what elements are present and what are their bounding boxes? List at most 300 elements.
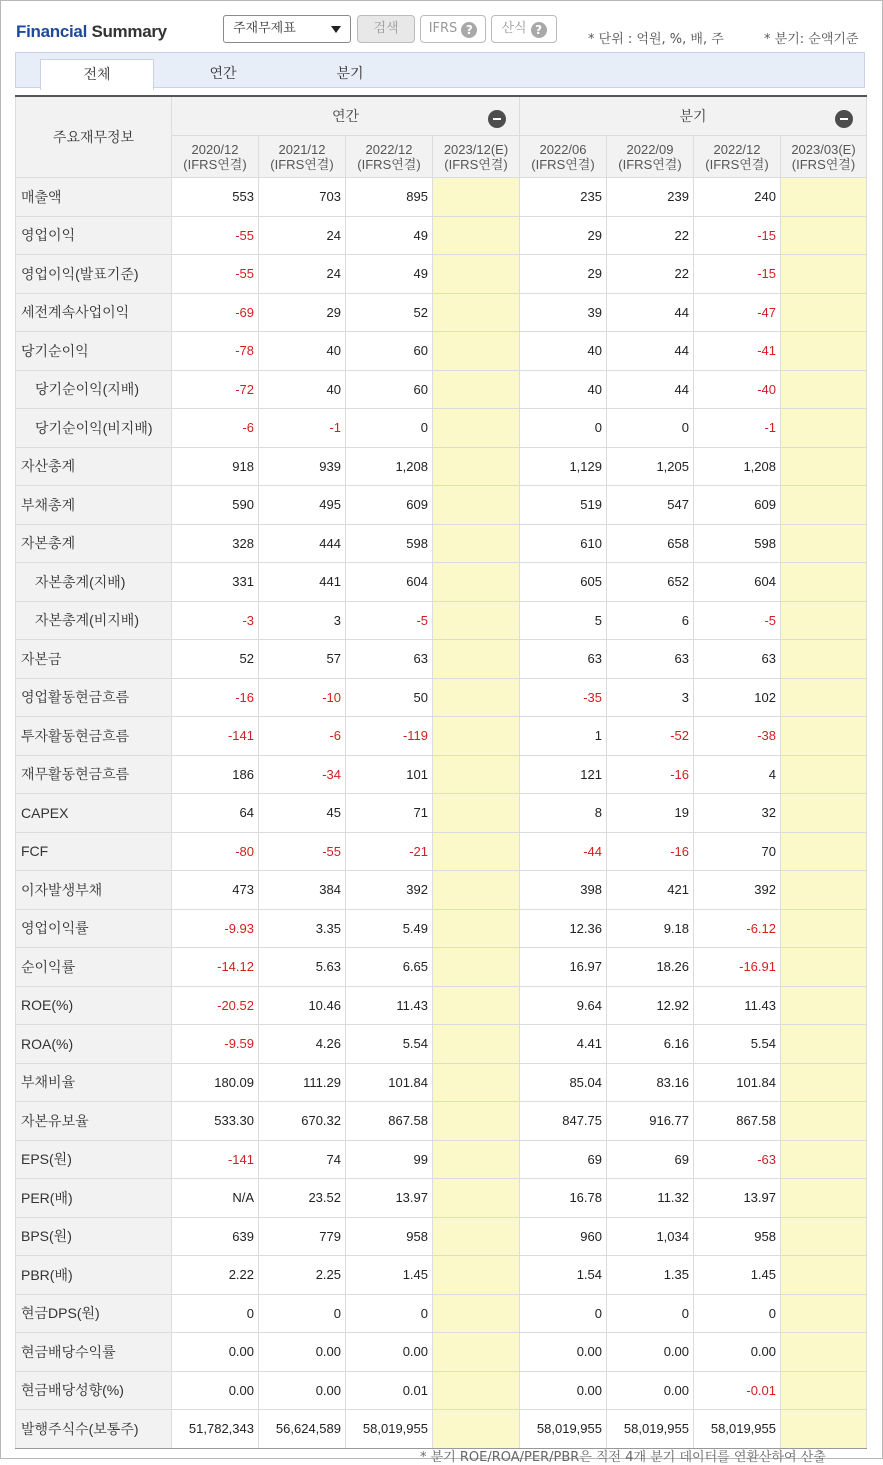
column-header [259, 136, 346, 178]
column-basis: (IFRS연결) [531, 156, 595, 172]
table-cell: 56,624,589 [259, 1410, 346, 1449]
table-cell: 1,208 [346, 447, 433, 486]
table-cell: 16.78 [520, 1179, 607, 1218]
table-row [16, 1217, 867, 1256]
table-cell [781, 948, 867, 987]
table-cell [433, 1410, 520, 1449]
table-cell: 590 [172, 486, 259, 525]
report-type-value: 주재무제표 [233, 21, 296, 36]
table-cell [781, 255, 867, 294]
table-cell: 45 [259, 794, 346, 833]
table-row [16, 332, 867, 371]
table-row [16, 794, 867, 833]
table-cell: 240 [694, 178, 781, 217]
financial-table [15, 95, 867, 1449]
column-header [781, 136, 867, 178]
table-cell: 101.84 [694, 1063, 781, 1102]
table-cell [433, 1256, 520, 1295]
table-cell [433, 178, 520, 217]
table-cell [433, 563, 520, 602]
table-cell: -38 [694, 717, 781, 756]
table-cell: -10 [259, 678, 346, 717]
table-cell: 24 [259, 216, 346, 255]
table-cell: 5 [520, 601, 607, 640]
table-cell: -21 [346, 832, 433, 871]
table-cell: 441 [259, 563, 346, 602]
table-cell: 51,782,343 [172, 1410, 259, 1449]
table-cell [781, 640, 867, 679]
table-cell: 71 [346, 794, 433, 833]
column-basis: (IFRS연결) [791, 156, 856, 172]
table-cell [781, 293, 867, 332]
row-label: 현금배당성향(%) [16, 1371, 172, 1410]
table-cell: 24 [259, 255, 346, 294]
collapse-quarter-icon[interactable] [835, 110, 853, 128]
column-basis: (IFRS연결) [444, 156, 508, 172]
table-cell: 63 [346, 640, 433, 679]
table-cell: 58,019,955 [520, 1410, 607, 1449]
table-cell: 0 [520, 409, 607, 448]
table-cell [433, 524, 520, 563]
table-cell: 1.54 [520, 1256, 607, 1295]
table-row [16, 1256, 867, 1295]
row-header-label: 주요재무정보 [16, 96, 172, 178]
column-header [172, 136, 259, 178]
quarter-basis-note: * 분기: 순액기준 [764, 32, 859, 47]
table-cell: 495 [259, 486, 346, 525]
table-cell [433, 755, 520, 794]
table-cell: 44 [607, 332, 694, 371]
table-cell: 0 [172, 1294, 259, 1333]
table-cell [433, 1140, 520, 1179]
table-cell: -0.01 [694, 1371, 781, 1410]
table-cell: 63 [520, 640, 607, 679]
table-cell: -5 [346, 601, 433, 640]
table-cell: 0 [346, 1294, 433, 1333]
row-label: 세전계속사업이익 [16, 293, 172, 332]
report-type-select[interactable] [223, 15, 351, 43]
table-cell: -55 [172, 255, 259, 294]
table-cell: 235 [520, 178, 607, 217]
table-row [16, 409, 867, 448]
table-cell: 29 [259, 293, 346, 332]
table-cell [781, 178, 867, 217]
table-row [16, 640, 867, 679]
table-cell: 939 [259, 447, 346, 486]
table-row [16, 178, 867, 217]
table-cell [781, 794, 867, 833]
table-row [16, 524, 867, 563]
table-cell [433, 1333, 520, 1372]
table-cell: -80 [172, 832, 259, 871]
column-period: 2023/12(E) [443, 141, 509, 157]
table-cell [781, 216, 867, 255]
table-cell [781, 1371, 867, 1410]
row-label: PER(배) [16, 1179, 172, 1218]
table-cell: 32 [694, 794, 781, 833]
table-cell [433, 486, 520, 525]
row-label: 당기순이익(비지배) [16, 409, 172, 448]
table-cell: 3 [259, 601, 346, 640]
table-cell [433, 1371, 520, 1410]
table-cell: -9.59 [172, 1025, 259, 1064]
table-cell: -6 [172, 409, 259, 448]
table-cell: 40 [520, 332, 607, 371]
table-row [16, 1025, 867, 1064]
table-cell: 40 [259, 370, 346, 409]
table-cell: -9.93 [172, 909, 259, 948]
table-cell: 69 [520, 1140, 607, 1179]
table-cell: -3 [172, 601, 259, 640]
table-cell: -72 [172, 370, 259, 409]
table-cell: 29 [520, 255, 607, 294]
table-cell: -15 [694, 216, 781, 255]
table-cell [433, 216, 520, 255]
annual-group-header: 연간 [172, 96, 520, 136]
table-cell [781, 447, 867, 486]
table-cell [433, 678, 520, 717]
table-cell: -16 [607, 755, 694, 794]
table-cell: -52 [607, 717, 694, 756]
column-basis: (IFRS연결) [270, 156, 334, 172]
table-cell: 598 [694, 524, 781, 563]
row-label: 순이익률 [16, 948, 172, 987]
table-cell: 547 [607, 486, 694, 525]
column-period: 2020/12 [191, 141, 239, 157]
table-row [16, 871, 867, 910]
table-cell: -55 [259, 832, 346, 871]
table-cell: 22 [607, 216, 694, 255]
table-cell: 63 [607, 640, 694, 679]
table-cell: -15 [694, 255, 781, 294]
table-cell: 180.09 [172, 1063, 259, 1102]
row-label: CAPEX [16, 794, 172, 833]
table-cell: 0.00 [346, 1333, 433, 1372]
table-cell [433, 601, 520, 640]
table-cell [433, 1217, 520, 1256]
table-cell: -14.12 [172, 948, 259, 987]
table-cell [433, 255, 520, 294]
column-header [607, 136, 694, 178]
column-header [346, 136, 433, 178]
table-cell: 533.30 [172, 1102, 259, 1141]
column-period: 2022/06 [539, 141, 587, 157]
footnote: * 분기 ROE/ROA/PER/PBR은 직전 4개 분기 데이터를 연환산하여 산출 [420, 1450, 826, 1465]
table-cell: 13.97 [346, 1179, 433, 1218]
table-row [16, 1102, 867, 1141]
table-cell: 1 [520, 717, 607, 756]
table-cell [433, 332, 520, 371]
table-cell: -20.52 [172, 986, 259, 1025]
table-cell: 70 [694, 832, 781, 871]
table-cell: 1,129 [520, 447, 607, 486]
table-row [16, 948, 867, 987]
table-cell [781, 755, 867, 794]
chevron-down-icon [331, 26, 341, 33]
table-row [16, 832, 867, 871]
table-cell: -63 [694, 1140, 781, 1179]
table-cell: 3.35 [259, 909, 346, 948]
table-cell: 328 [172, 524, 259, 563]
table-cell [433, 909, 520, 948]
table-cell [781, 1063, 867, 1102]
table-cell: 1.35 [607, 1256, 694, 1295]
table-cell: 847.75 [520, 1102, 607, 1141]
column-period: 2022/09 [626, 141, 674, 157]
table-cell: 5.54 [346, 1025, 433, 1064]
table-row [16, 216, 867, 255]
table-cell: 186 [172, 755, 259, 794]
row-label: ROA(%) [16, 1025, 172, 1064]
table-cell [781, 409, 867, 448]
table-cell: 703 [259, 178, 346, 217]
table-cell: 101 [346, 755, 433, 794]
table-cell: -34 [259, 755, 346, 794]
table-cell: 9.18 [607, 909, 694, 948]
table-row [16, 1140, 867, 1179]
table-cell: 111.29 [259, 1063, 346, 1102]
table-cell: 74 [259, 1140, 346, 1179]
column-basis: (IFRS연결) [705, 156, 769, 172]
row-label: 부채비율 [16, 1063, 172, 1102]
search-button[interactable]: 검색 [357, 15, 415, 43]
table-row [16, 1333, 867, 1372]
table-cell: -69 [172, 293, 259, 332]
table-cell [781, 1256, 867, 1295]
table-cell: 867.58 [694, 1102, 781, 1141]
column-header [520, 136, 607, 178]
table-cell: 19 [607, 794, 694, 833]
table-cell: 5.54 [694, 1025, 781, 1064]
table-cell: -1 [694, 409, 781, 448]
table-cell: 0.00 [259, 1333, 346, 1372]
table-cell: 58,019,955 [694, 1410, 781, 1449]
table-cell: -44 [520, 832, 607, 871]
table-cell: -41 [694, 332, 781, 371]
table-row [16, 486, 867, 525]
table-cell: 0 [607, 409, 694, 448]
tab-quarter[interactable]: 분기 [336, 66, 364, 82]
row-label: 당기순이익(지배) [16, 370, 172, 409]
row-label: PBR(배) [16, 1256, 172, 1295]
table-cell: 0 [259, 1294, 346, 1333]
table-row [16, 986, 867, 1025]
table-cell: 60 [346, 370, 433, 409]
table-cell [781, 986, 867, 1025]
table-cell: 0.00 [259, 1371, 346, 1410]
table-cell: 0 [607, 1294, 694, 1333]
table-cell: 0.00 [172, 1333, 259, 1372]
row-label: 발행주식수(보통주) [16, 1410, 172, 1449]
table-cell: -1 [259, 409, 346, 448]
table-cell: -55 [172, 216, 259, 255]
row-label: 이자발생부채 [16, 871, 172, 910]
table-cell: 609 [346, 486, 433, 525]
table-cell: 101.84 [346, 1063, 433, 1102]
table-row [16, 447, 867, 486]
table-cell: 0 [520, 1294, 607, 1333]
table-cell: 895 [346, 178, 433, 217]
table-cell [433, 717, 520, 756]
table-cell [781, 332, 867, 371]
table-cell: 57 [259, 640, 346, 679]
table-cell: 64 [172, 794, 259, 833]
table-cell [781, 871, 867, 910]
table-cell: 50 [346, 678, 433, 717]
row-label: 자본금 [16, 640, 172, 679]
table-cell [433, 1294, 520, 1333]
table-cell: -141 [172, 717, 259, 756]
table-row [16, 601, 867, 640]
row-label: 투자활동현금흐름 [16, 717, 172, 756]
row-label: 현금DPS(원) [16, 1294, 172, 1333]
table-cell: -6.12 [694, 909, 781, 948]
table-row [16, 370, 867, 409]
table-cell: 958 [346, 1217, 433, 1256]
table-cell [433, 640, 520, 679]
table-cell: 39 [520, 293, 607, 332]
column-header [433, 136, 520, 178]
ifrs-help-button[interactable]: IFRS ? [420, 15, 486, 43]
table-row [16, 563, 867, 602]
table-cell: 610 [520, 524, 607, 563]
table-cell [781, 1025, 867, 1064]
table-cell: 58,019,955 [607, 1410, 694, 1449]
table-cell: 0.00 [520, 1371, 607, 1410]
table-cell: 0.00 [607, 1333, 694, 1372]
table-cell: 598 [346, 524, 433, 563]
table-cell: 609 [694, 486, 781, 525]
table-cell: 1.45 [694, 1256, 781, 1295]
table-cell [781, 1294, 867, 1333]
table-cell: -35 [520, 678, 607, 717]
table-cell: -16 [607, 832, 694, 871]
table-cell: 0.00 [172, 1371, 259, 1410]
table-cell: 9.64 [520, 986, 607, 1025]
table-cell: 22 [607, 255, 694, 294]
table-cell [781, 563, 867, 602]
table-cell: 421 [607, 871, 694, 910]
table-cell [433, 871, 520, 910]
table-cell [781, 1410, 867, 1449]
row-label: 영업이익률 [16, 909, 172, 948]
row-label: 영업이익 [16, 216, 172, 255]
table-cell [781, 370, 867, 409]
table-cell: 2.25 [259, 1256, 346, 1295]
table-cell: 1,034 [607, 1217, 694, 1256]
table-cell [781, 524, 867, 563]
table-cell [781, 1217, 867, 1256]
column-period: 2022/12 [713, 141, 761, 157]
row-label: 자본유보율 [16, 1102, 172, 1141]
table-cell: 916.77 [607, 1102, 694, 1141]
table-cell: 5.63 [259, 948, 346, 987]
formula-help-button[interactable]: 산식 ? [491, 15, 557, 43]
table-cell [433, 1025, 520, 1064]
section-title: Financial Summary [16, 22, 167, 41]
table-row [16, 293, 867, 332]
table-cell: 0 [694, 1294, 781, 1333]
table-cell [781, 1140, 867, 1179]
row-label: 부채총계 [16, 486, 172, 525]
table-cell: -16.91 [694, 948, 781, 987]
table-cell: -40 [694, 370, 781, 409]
table-cell: 331 [172, 563, 259, 602]
table-row [16, 1294, 867, 1333]
table-cell: 8 [520, 794, 607, 833]
table-cell: 3 [607, 678, 694, 717]
table-cell: 121 [520, 755, 607, 794]
table-cell: 44 [607, 293, 694, 332]
row-label: 자본총계 [16, 524, 172, 563]
table-cell: 604 [346, 563, 433, 602]
table-cell [433, 293, 520, 332]
tab-annual[interactable]: 연간 [209, 66, 237, 82]
table-cell [433, 409, 520, 448]
table-cell [433, 1179, 520, 1218]
table-cell [433, 794, 520, 833]
table-cell: 392 [694, 871, 781, 910]
row-label: 자본총계(지배) [16, 563, 172, 602]
table-cell: 392 [346, 871, 433, 910]
table-cell: 69 [607, 1140, 694, 1179]
row-label: 재무활동현금흐름 [16, 755, 172, 794]
collapse-annual-icon[interactable] [488, 110, 506, 128]
table-cell: 4 [694, 755, 781, 794]
table-cell: 0.00 [694, 1333, 781, 1372]
table-cell [781, 1333, 867, 1372]
table-cell: 49 [346, 255, 433, 294]
table-cell: 779 [259, 1217, 346, 1256]
row-label: 현금배당수익률 [16, 1333, 172, 1372]
row-label: BPS(원) [16, 1217, 172, 1256]
table-row [16, 678, 867, 717]
table-cell: 605 [520, 563, 607, 602]
table-cell: 49 [346, 216, 433, 255]
table-cell: 519 [520, 486, 607, 525]
table-cell: 40 [520, 370, 607, 409]
table-cell: 1,208 [694, 447, 781, 486]
table-cell: -47 [694, 293, 781, 332]
table-cell [433, 948, 520, 987]
table-cell: -6 [259, 717, 346, 756]
table-cell: 11.43 [346, 986, 433, 1025]
table-cell: 658 [607, 524, 694, 563]
row-label: 영업활동현금흐름 [16, 678, 172, 717]
period-tab-bar [15, 52, 865, 88]
table-cell: 40 [259, 332, 346, 371]
table-cell: 0.01 [346, 1371, 433, 1410]
tab-all[interactable]: 전체 [40, 59, 154, 90]
table-cell [781, 678, 867, 717]
table-cell: 444 [259, 524, 346, 563]
table-cell: 85.04 [520, 1063, 607, 1102]
row-label: EPS(원) [16, 1140, 172, 1179]
table-cell: 0.00 [607, 1371, 694, 1410]
row-label: 매출액 [16, 178, 172, 217]
table-cell [781, 1179, 867, 1218]
table-cell: -16 [172, 678, 259, 717]
table-cell: 58,019,955 [346, 1410, 433, 1449]
table-cell [433, 1063, 520, 1102]
table-cell: 604 [694, 563, 781, 602]
table-cell [781, 717, 867, 756]
table-cell [781, 909, 867, 948]
column-header [694, 136, 781, 178]
row-label: 영업이익(발표기준) [16, 255, 172, 294]
table-cell: 239 [607, 178, 694, 217]
table-cell: 553 [172, 178, 259, 217]
